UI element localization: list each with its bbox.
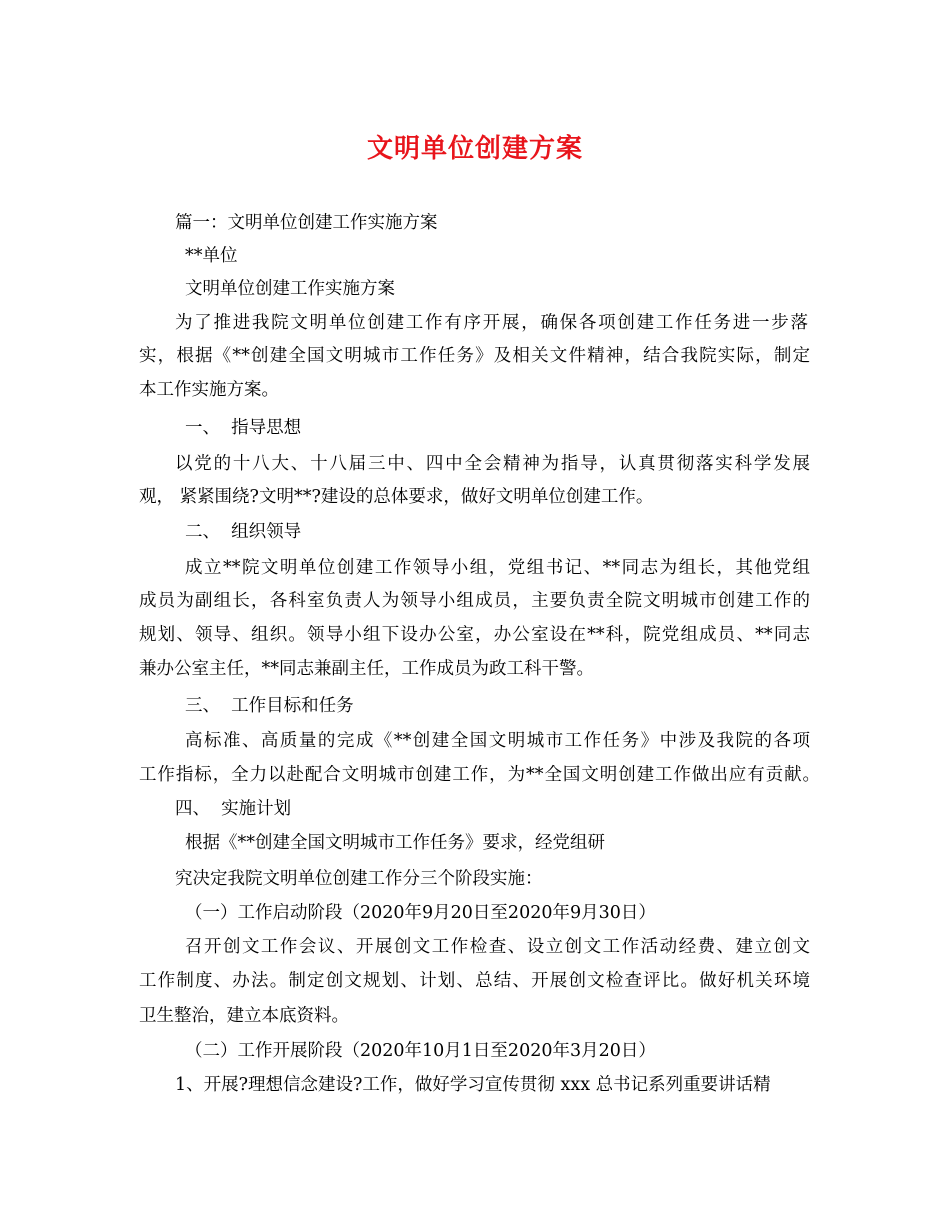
- paragraph-line: 成立**院文明单位创建工作领导小组，党组书记、**同志为组长，其他党组: [185, 558, 810, 578]
- paragraph-line: 根据《**创建全国文明城市工作任务》要求，经党组研: [185, 833, 605, 853]
- paragraph-line: 工作指标，全力以赴配合文明城市创建工作，为**全国文明创建工作做出应有贡献。: [139, 765, 820, 785]
- stage-heading: （一）工作启动阶段（2020年9月20日至2020年9月30日）: [185, 903, 656, 923]
- stage-heading: （二）工作开展阶段（2020年10月1日至2020年3月20日）: [185, 1041, 656, 1061]
- paragraph-line: 究决定我院文明单位创建工作分三个阶段实施：: [175, 869, 543, 889]
- section-heading: 三、 工作目标和任务: [185, 696, 354, 716]
- paragraph-line: 文明单位创建工作实施方案: [185, 279, 395, 299]
- document-title: 文明单位创建方案: [366, 134, 583, 164]
- paragraph-line: 规划、领导、组织。领导小组下设办公室，办公室设在**科，院党组成员、**同志: [139, 625, 810, 645]
- section-heading: 一、 指导思想: [185, 418, 302, 438]
- paragraph-line: 观， 紧紧围绕?文明**?建设的总体要求，做好文明单位创建工作。: [139, 487, 654, 507]
- section-heading: 二、 组织领导: [185, 522, 302, 542]
- paragraph-line: 为了推进我院文明单位创建工作有序开展，确保各项创建工作任务进一步落: [175, 313, 808, 333]
- paragraph-line: 工作制度、办法。制定创文规划、计划、总结、开展创文检查评比。做好机关环境: [139, 971, 810, 991]
- paragraph-line: 兼办公室主任，**同志兼副主任，工作成员为政工科干警。: [139, 659, 594, 679]
- section-heading: 四、 实施计划: [175, 799, 292, 819]
- paragraph-line: 高标准、高质量的完成《**创建全国文明城市工作任务》中涉及我院的各项: [185, 731, 810, 751]
- paragraph-line: 实，根据《**创建全国文明城市工作任务》及相关文件精神，结合我院实际，制定: [139, 346, 810, 366]
- paragraph-line: 以党的十八大、十八届三中、四中全会精神为指导，认真贯彻落实科学发展: [175, 454, 810, 474]
- paragraph-line: 卫生整治，建立本底资料。: [139, 1006, 349, 1026]
- paragraph-line: 成员为副组长，各科室负责人为领导小组成员，主要负责全院文明城市创建工作的: [139, 591, 810, 611]
- paragraph-line: 召开创文工作会议、开展创文工作检查、设立创文工作活动经费、建立创文: [185, 937, 810, 957]
- paragraph-line: 本工作实施方案。: [139, 380, 279, 400]
- paragraph-line: 1、开展?理想信念建设?工作，做好学习宣传贯彻 xxx 总书记系列重要讲话精: [175, 1075, 771, 1095]
- section-heading: 篇一：文明单位创建工作实施方案: [175, 213, 438, 233]
- paragraph-line: **单位: [185, 246, 238, 266]
